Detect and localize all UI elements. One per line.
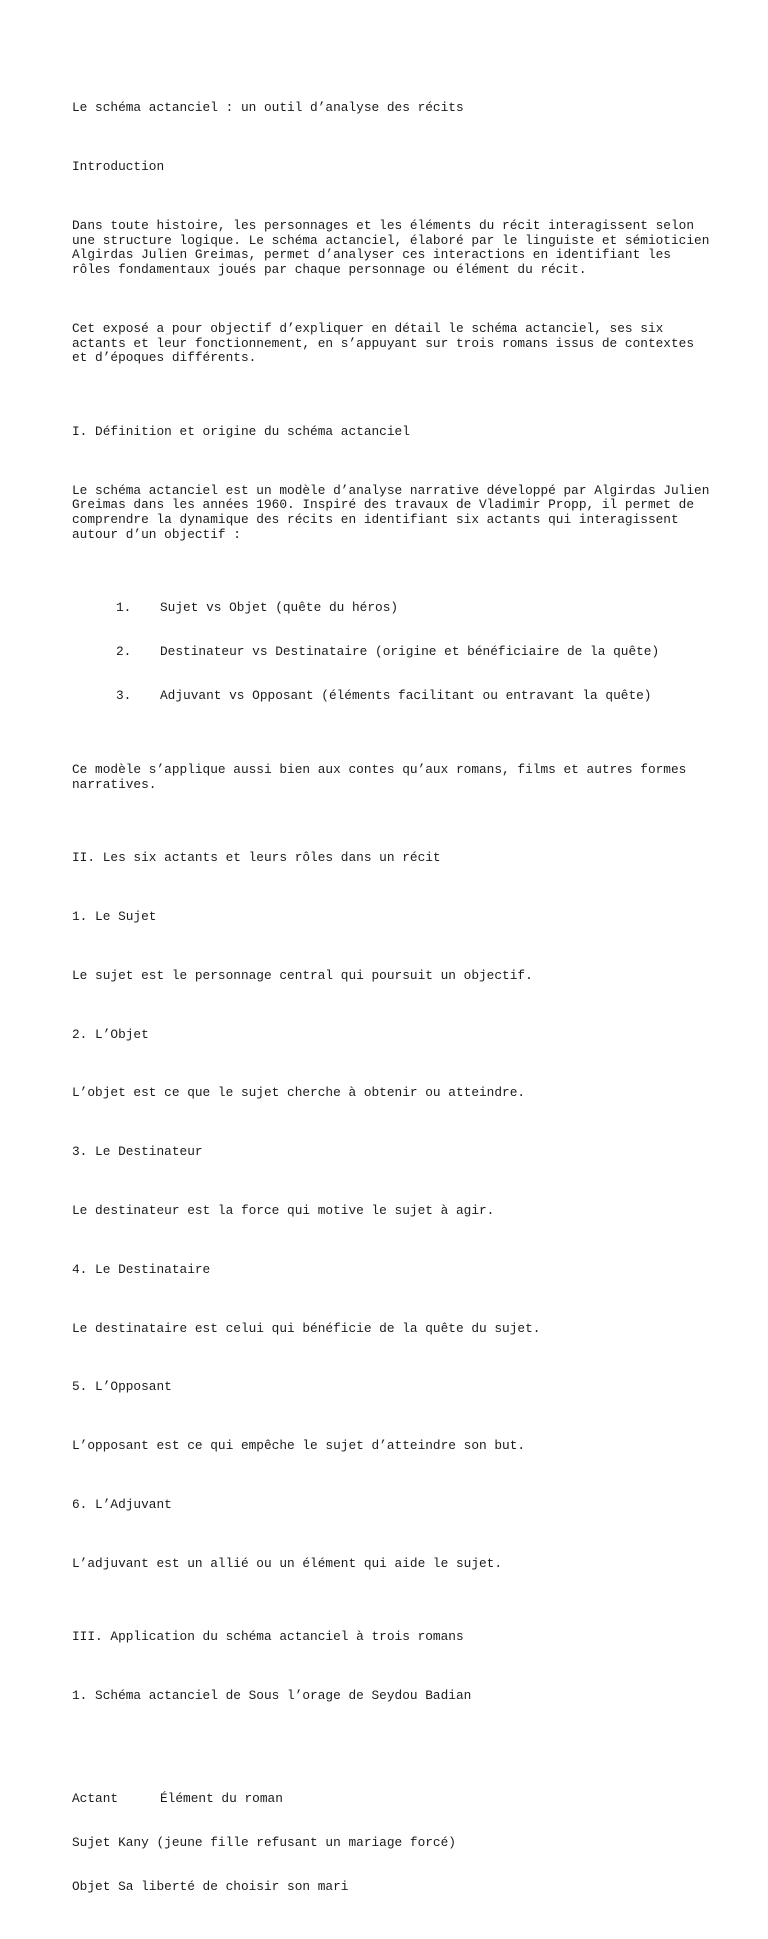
actant-text-objet: L’objet est ce que le sujet cherche à obtenir ou atteindre.: [72, 1085, 526, 1101]
list-item: [72, 689, 712, 704]
section-1-paragraph-2: Ce modèle s’applique aussi bien aux contes qu’aux romans, films et autres formes narratives.: [72, 761, 695, 792]
actant-text-opposant: L’opposant est ce qui empêche le sujet d’atteindre son but.: [72, 1438, 526, 1454]
table-header-element: Élément du roman: [160, 1790, 283, 1806]
list-item: [72, 645, 712, 660]
intro-paragraph-2: Cet exposé a pour objectif d’expliquer en détail le schéma actanciel, ses six actants et leur fonctionnement, en s’appuyant sur trois romans issus de contextes et d’époques différents.: [72, 320, 702, 366]
list-text: Sujet vs Objet (quête du héros): [160, 600, 399, 616]
actant-heading-destinataire: 4. Le Destinataire: [72, 1261, 211, 1277]
actant-text-destinateur: Le destinateur est la force qui motive le sujet à agir.: [72, 1202, 495, 1218]
section-1-heading: I. Définition et origine du schéma actanciel: [72, 423, 410, 439]
intro-heading: Introduction: [72, 159, 165, 175]
actant-heading-objet: 2. L’Objet: [72, 1026, 149, 1042]
actant-text-adjuvant: L’adjuvant est un allié ou un élément qui aide le sujet.: [72, 1555, 503, 1571]
actant-heading-adjuvant: 6. L’Adjuvant: [72, 1496, 172, 1512]
section-3-heading: III. Application du schéma actanciel à trois romans: [72, 1629, 464, 1645]
actant-text-sujet: Le sujet est le personnage central qui poursuit un objectif.: [72, 967, 533, 983]
list-text: Destinateur vs Destinataire (origine et bénéficiaire de la quête): [160, 644, 660, 660]
section-1-paragraph-1: Le schéma actanciel est un modèle d’analyse narrative développé par Algirdas Julien Greimas dans les années 1960. Inspiré des travaux de Vladimir Propp, il permet de comprendre la dynamique des récits en identifiant six actants qui interagissent autour d’un objectif :: [72, 482, 718, 542]
list-text: Adjuvant vs Opposant (éléments facilitant ou entravant la quête): [160, 688, 652, 704]
section-1-list: [72, 572, 712, 734]
section-3-subheading-1: 1. Schéma actanciel de Sous l’orage de Seydou Badian: [72, 1688, 472, 1704]
table-header-row: [72, 1792, 712, 1807]
list-number: 1.: [116, 600, 132, 616]
actant-table: [72, 1763, 712, 1925]
list-item: [72, 601, 712, 616]
table-row: Sujet Kany (jeune fille refusant un mariage forcé): [72, 1835, 456, 1851]
actant-heading-opposant: 5. L’Opposant: [72, 1379, 172, 1395]
list-number: 3.: [116, 688, 132, 704]
actant-text-destinataire: Le destinataire est celui qui bénéficie de la quête du sujet.: [72, 1320, 541, 1336]
actant-heading-destinateur: 3. Le Destinateur: [72, 1144, 203, 1160]
actant-heading-sujet: 1. Le Sujet: [72, 908, 157, 924]
table-row: Objet Sa liberté de choisir son mari: [72, 1879, 349, 1895]
list-number: 2.: [116, 644, 132, 660]
document-title: Le schéma actanciel : un outil d’analyse des récits: [72, 100, 464, 116]
intro-paragraph-1: Dans toute histoire, les personnages et les éléments du récit interagissent selon une structure logique. Le schéma actanciel, élaboré par le linguiste et sémioticien Algirdas Julien Greimas, permet d’analyser ces interactions en identifiant les rôles fondamentaux joués par chaque personnage ou élément du récit.: [72, 218, 718, 278]
table-header-actant: Actant: [72, 1790, 119, 1806]
section-2-heading: II. Les six actants et leurs rôles dans un récit: [72, 850, 441, 866]
document-page: [72, 72, 718, 1939]
